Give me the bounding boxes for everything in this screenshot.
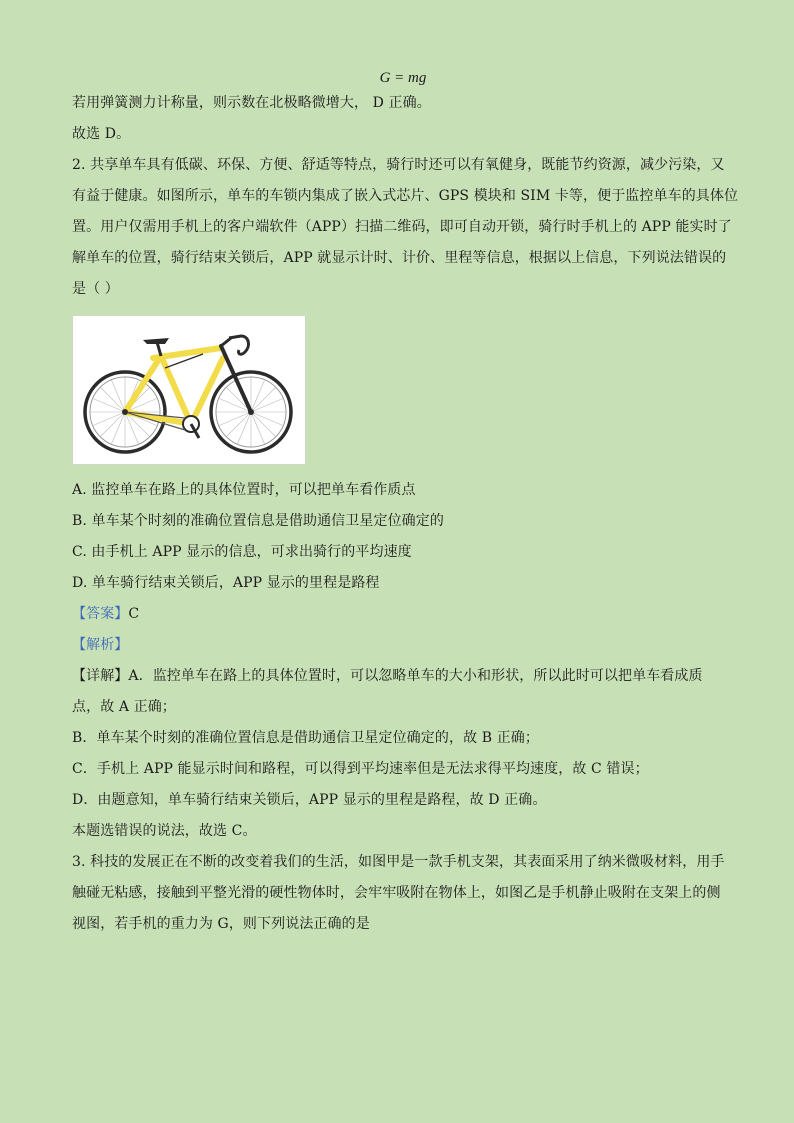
analysis-text-line: 【详解】A．监控单车在路上的具体位置时，可以忽略单车的大小和形状，所以此时可以把单车看成质: [72, 668, 703, 684]
question-text-line: 触碰无粘感，接触到平整光滑的硬性物体时，会牢牢吸附在物体上，如图乙是手机静止吸附在支架上的侧: [72, 885, 721, 901]
analysis-text-line: D．由题意知，单车骑行结束关锁后，APP 显示的里程是路程，故 D 正确。: [72, 792, 547, 808]
analysis-line: [72, 636, 724, 667]
text-line: 若用弹簧测力计称量，则示数在北极略微增大， D 正确。: [72, 95, 431, 111]
analysis-text-line: 本题选错误的说法，故选 C。: [72, 823, 257, 839]
text-line: 故选 D。: [72, 126, 131, 142]
document-page: [72, 66, 739, 946]
question-text-line: 2. 共享单车具有低碳、环保、方便、舒适等特点，骑行时还可以有氧健身，既能节约资源，减少污染，又: [72, 157, 725, 173]
formula: G = mg: [379, 70, 427, 86]
question-text-line: 3. 科技的发展正在不断的改变着我们的生活，如图甲是一款手机支架，其表面采用了纳米微吸材料，用手: [72, 854, 725, 870]
answer-tag: 【答案】: [72, 606, 129, 622]
analysis-text-line: 点，故 A 正确；: [72, 699, 176, 715]
question-text-line: 解单车的位置，骑行结束关锁后，APP 就显示计时、计价、里程等信息，根据以上信息，下列说法错误的: [72, 250, 727, 266]
question-text-line: 是（ ）: [72, 281, 119, 297]
option-d: D. 单车骑行结束关锁后，APP 显示的里程是路程: [72, 575, 380, 591]
analysis-tag: 【解析】: [72, 637, 129, 653]
answer-line: [72, 605, 724, 636]
option-b: B. 单车某个时刻的准确位置信息是借助通信卫星定位确定的: [72, 513, 444, 529]
question-text-line: 有益于健康。如图所示，单车的车锁内集成了嵌入式芯片、GPS 模块和 SIM 卡等，便于监控单车的具体位: [72, 188, 739, 204]
answer-value: C: [128, 606, 140, 622]
question-text-line: 置。用户仅需用手机上的客户端软件（APP）扫描二维码，即可自动开锁，骑行时手机上的 APP 能实时了: [72, 219, 732, 235]
option-c: C. 由手机上 APP 显示的信息，可求出骑行的平均速度: [72, 544, 412, 560]
bicycle-figure: [72, 315, 306, 465]
analysis-text-line: B．单车某个时刻的准确位置信息是借助通信卫星定位确定的，故 B 正确；: [72, 730, 539, 746]
option-a: A. 监控单车在路上的具体位置时，可以把单车看作质点: [72, 482, 416, 498]
question-text-line: 视图，若手机的重力为 G，则下列说法正确的是: [72, 916, 370, 932]
bicycle-icon: [73, 316, 305, 464]
analysis-text-line: C．手机上 APP 能显示时间和路程，可以得到平均速率但是无法求得平均速度，故 C 错误；: [72, 761, 649, 777]
